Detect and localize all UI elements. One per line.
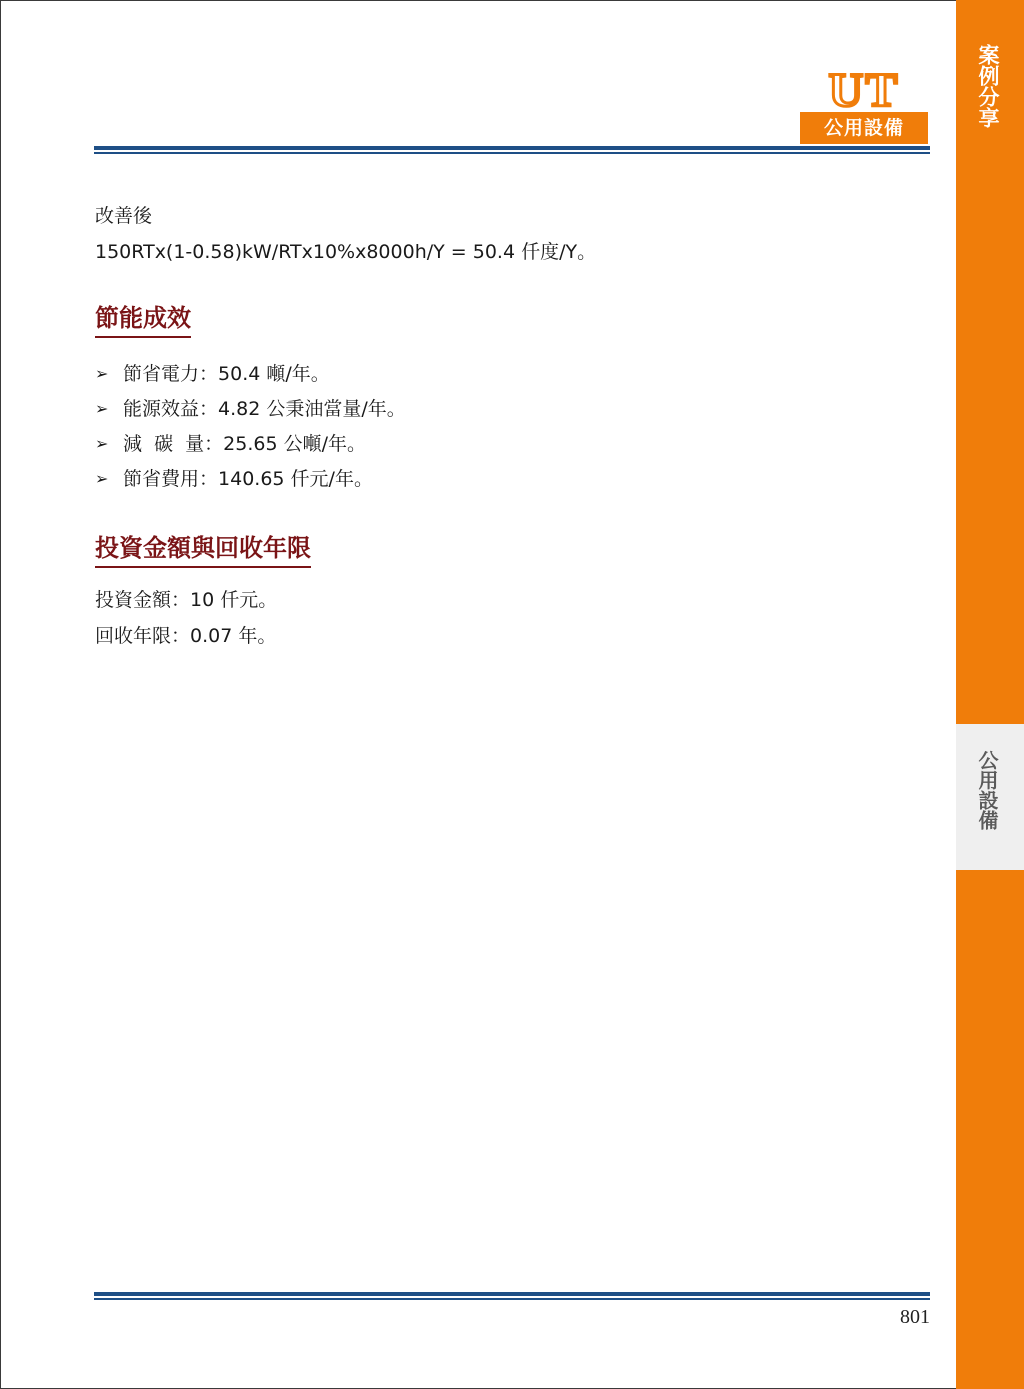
footer-rule	[94, 1292, 930, 1300]
side-tab-utilities[interactable]: 公用設備	[975, 750, 999, 830]
ut-logo	[800, 66, 928, 144]
logo-label: 公用設備	[800, 112, 928, 144]
side-tab-case-sharing[interactable]: 案例分享	[976, 44, 1000, 128]
main-content	[95, 198, 935, 654]
payback-period-line: 回收年限：0.07 年。	[95, 625, 277, 647]
bullet-label: 節省電力	[123, 362, 200, 385]
bullet-value: ：50.4 噸/年。	[199, 362, 330, 385]
arrow-bullet-icon: ➢	[95, 468, 109, 488]
side-tab-strip	[956, 0, 1024, 1389]
bullet-value: ：4.82 公秉油當量/年。	[199, 397, 406, 420]
header-rule	[94, 146, 930, 154]
list-item	[95, 461, 935, 496]
bullet-label: 節省費用	[123, 467, 200, 490]
investment-amount-line: 投資金額：10 仟元。	[95, 589, 278, 611]
arrow-bullet-icon: ➢	[95, 433, 109, 453]
list-item	[95, 356, 935, 391]
savings-list	[95, 356, 935, 496]
heading-energy-savings: 節能成效	[95, 302, 191, 338]
ut-logo-mark	[804, 66, 924, 110]
list-item	[95, 426, 935, 461]
bullet-value: ：140.65 仟元/年。	[199, 467, 373, 490]
ut-logo-letters: UT	[828, 66, 900, 110]
heading-investment-payback: 投資金額與回收年限	[95, 532, 311, 568]
formula-line: 150RTx(1-0.58)kW/RTx10%x8000h/Y = 50.4 仟度/Y。	[95, 241, 597, 263]
bullet-label: 減 碳 量	[123, 432, 205, 455]
bullet-label: 能源效益	[123, 397, 200, 420]
bullet-value: ：25.65 公噸/年。	[204, 432, 367, 455]
intro-label: 改善後	[95, 205, 153, 227]
arrow-bullet-icon: ➢	[95, 363, 109, 383]
page-number: 801	[900, 1306, 930, 1328]
arrow-bullet-icon: ➢	[95, 398, 109, 418]
list-item	[95, 391, 935, 426]
